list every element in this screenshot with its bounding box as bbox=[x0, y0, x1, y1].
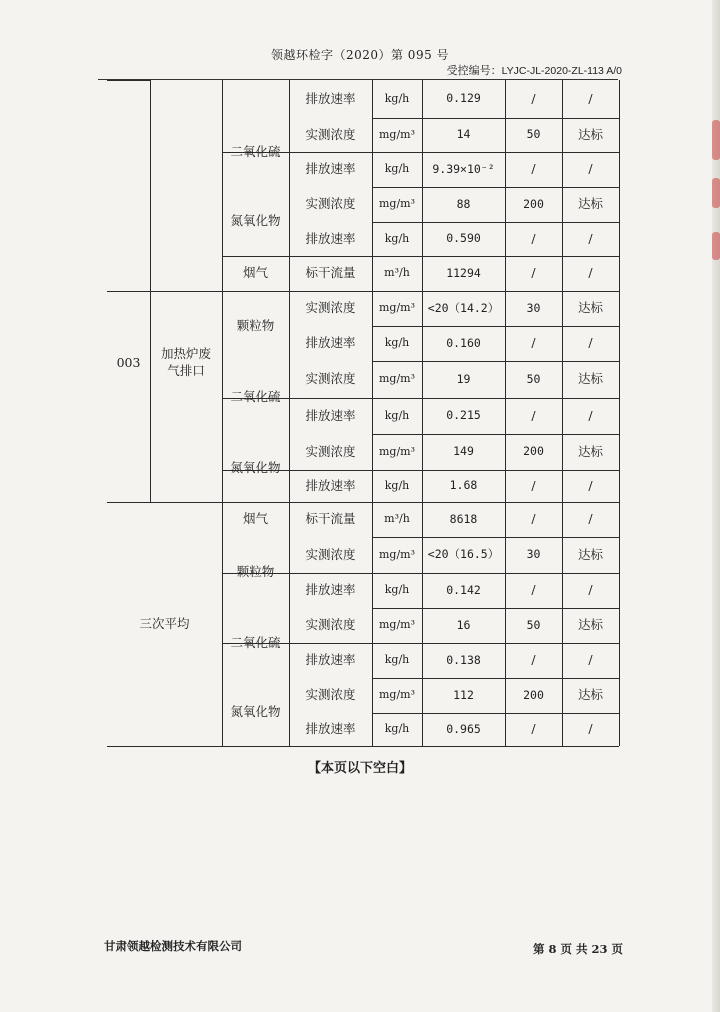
table-cell: kg/h bbox=[384, 91, 410, 105]
table-cell: 颗粒物 bbox=[236, 317, 275, 333]
table-cell: 30 bbox=[526, 547, 541, 562]
table-cell: / bbox=[531, 511, 536, 527]
table-cell: / bbox=[588, 407, 593, 423]
blank-below-notice: 【本页以下空白】 bbox=[307, 761, 412, 776]
report-number: 领越环检字（2020）第 095 号 bbox=[270, 48, 450, 62]
table-cell: 实测浓度 bbox=[305, 371, 356, 387]
table-cell: 达标 bbox=[577, 687, 603, 703]
table-cell: 9.39×10⁻² bbox=[432, 161, 495, 176]
table-cell: mg/m³ bbox=[378, 688, 416, 702]
table-cell: kg/h bbox=[384, 408, 410, 422]
table-cell: 0.138 bbox=[446, 652, 481, 667]
table-cell: / bbox=[588, 161, 593, 177]
table-cell: 8618 bbox=[449, 511, 478, 526]
table-cell: 标干流量 bbox=[305, 265, 356, 281]
table-cell: 排放速率 bbox=[305, 90, 356, 106]
table-cell: 实测浓度 bbox=[305, 126, 356, 142]
table-cell: / bbox=[588, 477, 593, 493]
table-cell: 颗粒物 bbox=[236, 564, 275, 580]
table-cell: mg/m³ bbox=[378, 444, 416, 458]
table-cell: 三次平均 bbox=[139, 615, 190, 631]
table-cell: / bbox=[531, 90, 536, 106]
stamp-fragment bbox=[712, 178, 720, 208]
table-cell: mg/m³ bbox=[378, 301, 416, 315]
table-cell: / bbox=[588, 230, 593, 246]
control-number-code: LYJC-JL-2020-ZL-113 A/0 bbox=[501, 65, 622, 77]
table-cell: 实测浓度 bbox=[305, 546, 356, 562]
table-cell: 实测浓度 bbox=[305, 617, 356, 633]
table-cell: 达标 bbox=[577, 196, 603, 212]
table-cell: 11294 bbox=[446, 265, 481, 280]
table-rule bbox=[107, 746, 619, 747]
table-cell: / bbox=[588, 582, 593, 598]
table-cell: mg/m³ bbox=[378, 197, 416, 211]
table-cell: 达标 bbox=[577, 546, 603, 562]
table-cell: mg/m³ bbox=[378, 372, 416, 386]
table-cell: 50 bbox=[526, 617, 541, 632]
table-cell: kg/h bbox=[384, 722, 410, 736]
table-cell: 加热炉废气排口 bbox=[160, 346, 211, 378]
table-cell: / bbox=[531, 230, 536, 246]
table-cell: kg/h bbox=[384, 336, 410, 350]
table-cell: 0.129 bbox=[446, 91, 481, 106]
table-cell: 0.142 bbox=[446, 582, 481, 597]
table-cell: 排放速率 bbox=[305, 477, 356, 493]
table-cell: 88 bbox=[456, 196, 471, 211]
table-cell: 二氧化硫 bbox=[230, 144, 281, 160]
table-cell: 排放速率 bbox=[305, 230, 356, 246]
table-cell: <20（16.5） bbox=[427, 547, 500, 562]
table-cell: 30 bbox=[526, 300, 541, 315]
table-cell: 1.68 bbox=[449, 478, 478, 493]
table-cell: 实测浓度 bbox=[305, 687, 356, 703]
table-cell: m³/h bbox=[384, 266, 410, 280]
table-cell: 氮氧化物 bbox=[230, 459, 281, 475]
table-cell: / bbox=[588, 511, 593, 527]
table-cell: 16 bbox=[456, 617, 471, 632]
table-cell: / bbox=[531, 161, 536, 177]
table-cell: 标干流量 bbox=[305, 511, 356, 527]
table-cell: m³/h bbox=[384, 512, 410, 526]
stamp-fragment bbox=[712, 120, 720, 160]
table-cell: / bbox=[531, 265, 536, 281]
table-cell: 达标 bbox=[577, 371, 603, 387]
table-rule bbox=[107, 80, 150, 81]
table-cell: 达标 bbox=[577, 126, 603, 142]
table-cell: 0.965 bbox=[446, 721, 481, 736]
table-cell: 排放速率 bbox=[305, 721, 356, 737]
table-cell: mg/m³ bbox=[378, 127, 416, 141]
table-cell: kg/h bbox=[384, 231, 410, 245]
table-cell: / bbox=[588, 335, 593, 351]
table-rule bbox=[619, 80, 620, 746]
table-cell: 达标 bbox=[577, 617, 603, 633]
table-cell: <20（14.2） bbox=[427, 300, 500, 315]
table-cell: 实测浓度 bbox=[305, 300, 356, 316]
table-cell: 14 bbox=[456, 127, 471, 142]
table-cell: / bbox=[588, 265, 593, 281]
table-cell: 112 bbox=[453, 687, 474, 702]
table-cell: 149 bbox=[453, 444, 474, 459]
table-cell: 50 bbox=[526, 371, 541, 386]
table-cell: mg/m³ bbox=[378, 618, 416, 632]
table-cell: 排放速率 bbox=[305, 582, 356, 598]
table-cell: 实测浓度 bbox=[305, 443, 356, 459]
table-cell: 排放速率 bbox=[305, 407, 356, 423]
table-cell: 0.590 bbox=[446, 231, 481, 246]
table-cell: 50 bbox=[526, 127, 541, 142]
table-cell: 二氧化硫 bbox=[230, 389, 281, 405]
table-cell: 达标 bbox=[577, 300, 603, 316]
table-cell: 200 bbox=[523, 687, 544, 702]
table-cell: 0.160 bbox=[446, 335, 481, 350]
table-cell: 排放速率 bbox=[305, 652, 356, 668]
control-number-label: 受控编号： bbox=[446, 64, 502, 77]
table-cell: / bbox=[588, 90, 593, 106]
table-cell: / bbox=[588, 721, 593, 737]
table-cell: / bbox=[531, 335, 536, 351]
table-cell: 003 bbox=[116, 354, 141, 370]
table-cell: 200 bbox=[523, 444, 544, 459]
table-cell: / bbox=[531, 407, 536, 423]
table-cell: 0.215 bbox=[446, 408, 481, 423]
table-cell: / bbox=[531, 477, 536, 493]
table-cell: kg/h bbox=[384, 653, 410, 667]
table-cell: 实测浓度 bbox=[305, 196, 356, 212]
table-cell: / bbox=[531, 721, 536, 737]
table-cell: 氮氧化物 bbox=[230, 213, 281, 229]
table-cell: 氮氧化物 bbox=[230, 703, 281, 719]
footer-page-number: 第 8 页 共 23 页 bbox=[533, 942, 624, 956]
stamp-fragment bbox=[712, 232, 720, 260]
table-cell: 200 bbox=[523, 196, 544, 211]
table-cell: kg/h bbox=[384, 583, 410, 597]
table-cell: 二氧化硫 bbox=[230, 634, 281, 650]
table-cell: kg/h bbox=[384, 162, 410, 176]
table-cell: / bbox=[588, 652, 593, 668]
table-cell: 19 bbox=[456, 371, 471, 386]
table-cell: mg/m³ bbox=[378, 547, 416, 561]
table-cell: 烟气 bbox=[242, 265, 268, 281]
table-cell: 烟气 bbox=[242, 511, 268, 527]
table-cell: kg/h bbox=[384, 478, 410, 492]
table-cell: / bbox=[531, 582, 536, 598]
table-cell: 排放速率 bbox=[305, 335, 356, 351]
footer-company: 甘肃领越检测技术有限公司 bbox=[104, 939, 242, 953]
table-cell: / bbox=[531, 652, 536, 668]
table-cell: 达标 bbox=[577, 443, 603, 459]
table-cell: 排放速率 bbox=[305, 161, 356, 177]
